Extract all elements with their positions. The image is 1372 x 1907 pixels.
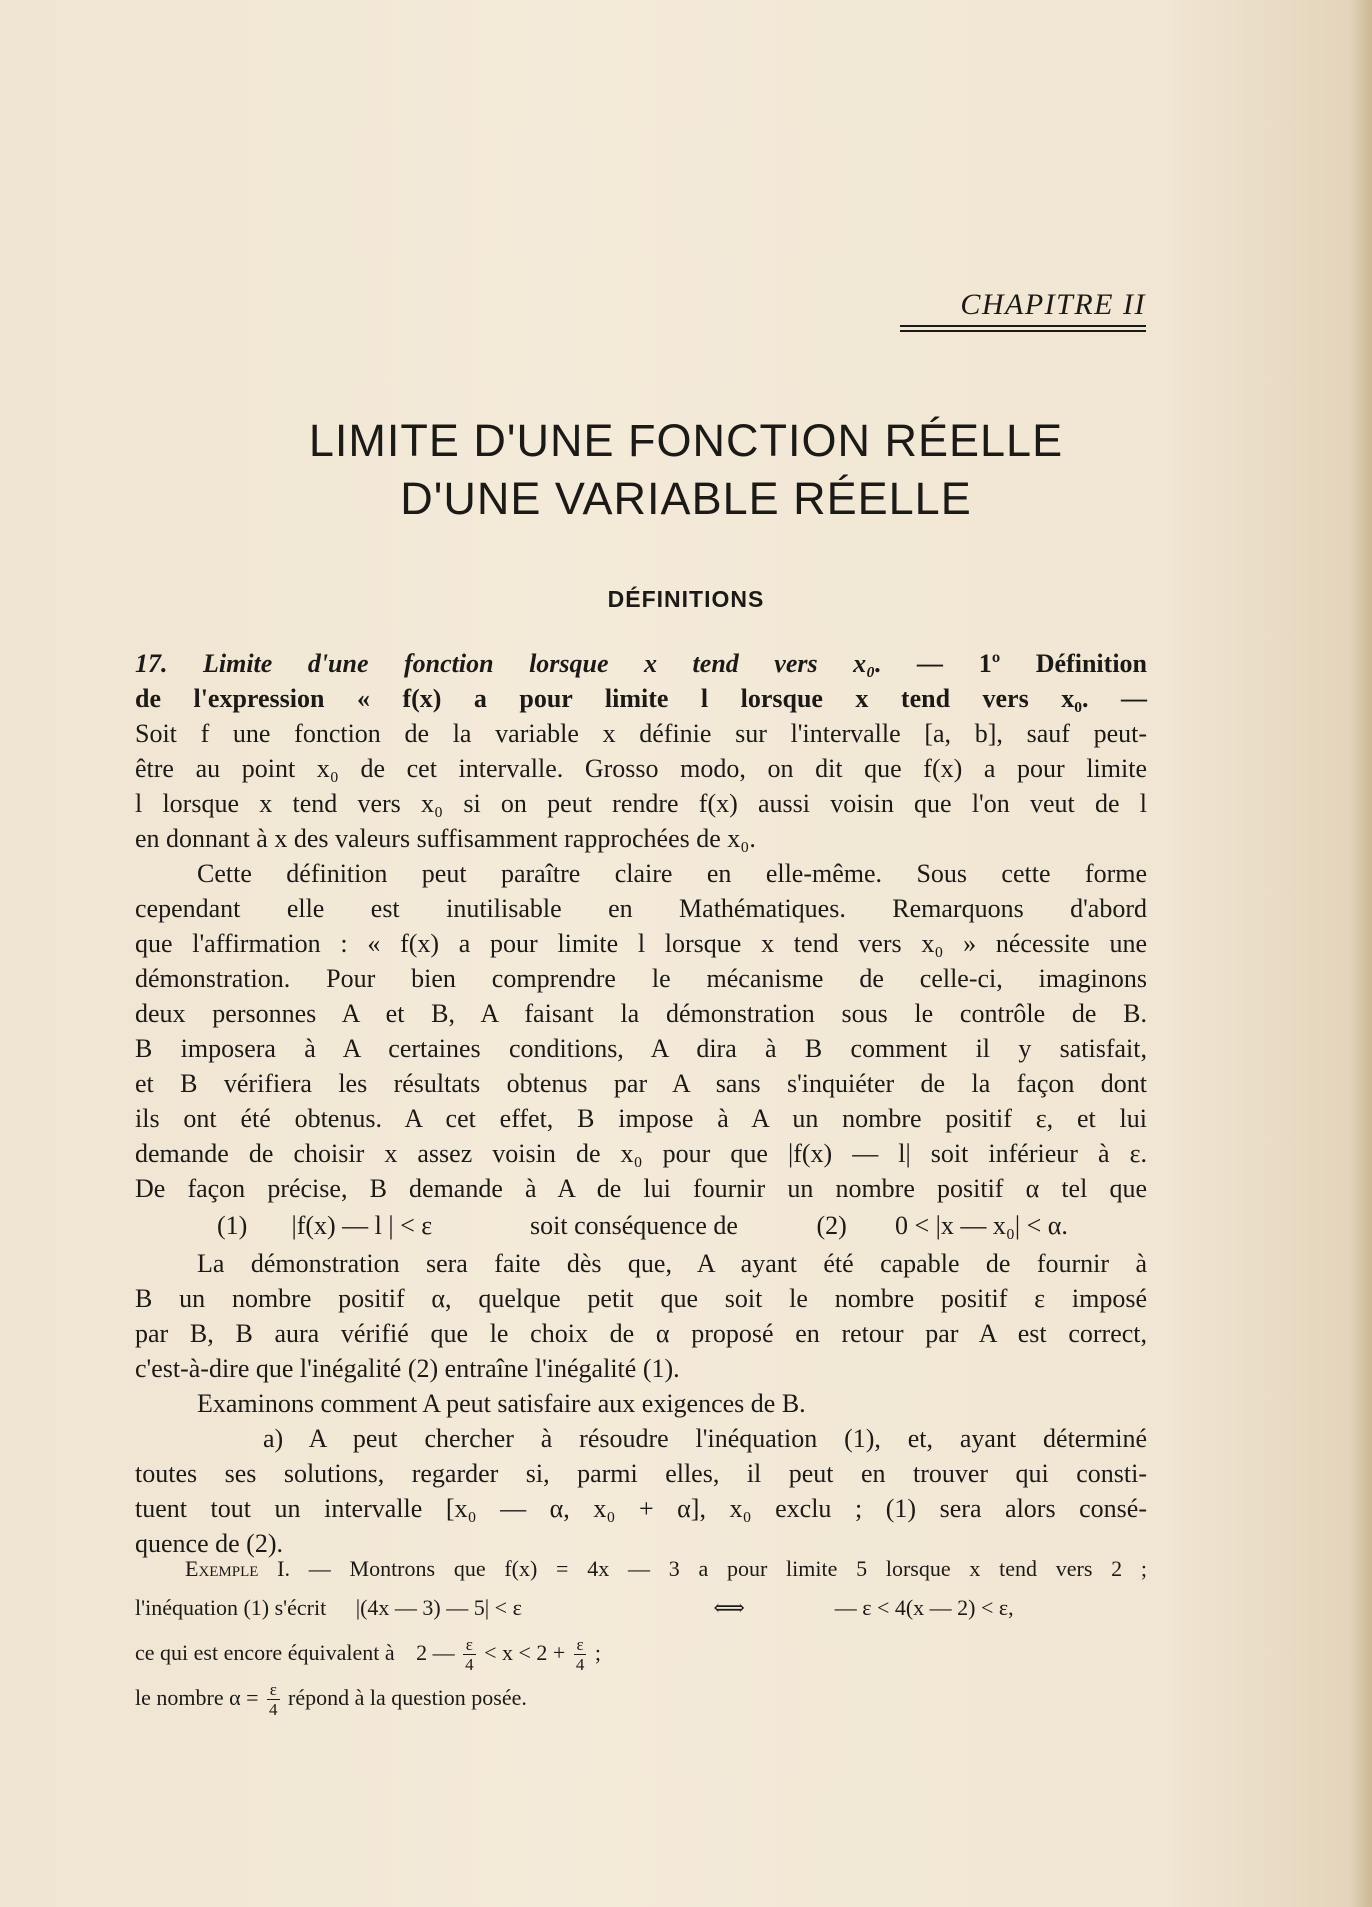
paragraph1-line: l lorsque x tend vers x₀ si on peut rendre f(x) aussi voisin que l'on veut de l	[135, 789, 1147, 818]
example-line-2	[135, 1585, 1147, 1630]
fraction-numerator: ε	[576, 1635, 584, 1655]
fraction-numerator: ε	[269, 1680, 277, 1700]
paragraph-heading	[135, 646, 1147, 681]
paragraph2-line: ils ont été obtenus. A cet effet, B impose à A un nombre positif ε, et lui	[135, 1104, 1147, 1133]
paragraph2-line: et B vérifiera les résultats obtenus par A sans s'inquiéter de la façon dont	[135, 1069, 1147, 1098]
paragraph2-line: deux personnes A et B, A faisant la démonstration sous le contrôle de B.	[135, 999, 1147, 1028]
formula-expr-1: |f(x) — l | < ε	[291, 1211, 433, 1240]
paragraph1-line: être au point x₀ de cet intervalle. Grosso modo, on dit que f(x) a pour limite	[135, 754, 1147, 783]
paragraph2-line: De façon précise, B demande à A de lui fournir un nombre positif α tel que	[135, 1174, 1147, 1203]
paragraph1-line: Soit f une fonction de la variable x définie sur l'intervalle [a, b], sauf peut-	[135, 719, 1147, 748]
body-text	[135, 646, 1147, 1561]
fraction-eps-over-4	[267, 1680, 280, 1719]
example-expr: ;	[594, 1640, 601, 1665]
paragraph2-line: Cette définition peut paraître claire en elle-même. Sous cette forme	[197, 859, 1147, 888]
formula-expr-2: 0 < |x — x₀| < α.	[895, 1211, 1068, 1240]
paragraph5-line: toutes ses solutions, regarder si, parmi elles, il peut en trouver qui consti-	[135, 1459, 1147, 1488]
paragraph3-line: par B, B aura vérifié que le choix de α proposé en retour par A est correct,	[135, 1319, 1147, 1348]
formula-middle: soit conséquence de	[530, 1211, 738, 1240]
paragraph2-line: démonstration. Pour bien comprendre le mécanisme de celle-ci, imaginons	[135, 964, 1147, 993]
example-inequality: |(4x — 3) — 5| < ε	[355, 1595, 522, 1620]
example-expr: < x < 2 +	[484, 1640, 566, 1665]
paragraph5-line: quence de (2).	[135, 1529, 283, 1558]
heading-bold: 1º Définition	[978, 649, 1147, 678]
fraction-eps-over-4	[574, 1635, 587, 1674]
formula-label-2: (2)	[816, 1211, 847, 1240]
fraction-denominator: 4	[465, 1655, 474, 1675]
example-line-1	[135, 1552, 1147, 1585]
paragraph2-line: cependant elle est inutilisable en Mathématiques. Remarquons d'abord	[135, 894, 1147, 923]
paragraph3-line: c'est-à-dire que l'inégalité (2) entraîne l'inégalité (1).	[135, 1354, 680, 1383]
example-text: ce qui est encore équivalent à	[135, 1640, 395, 1665]
paragraph2-line: que l'affirmation : « f(x) a pour limite l lorsque x tend vers x₀ » nécessite une	[135, 929, 1147, 958]
heading-italic: 17. Limite d'une fonction lorsque x tend vers x₀. —	[135, 649, 944, 678]
fraction-eps-over-4	[463, 1635, 476, 1674]
page-edge	[1350, 0, 1372, 1907]
example-line-3	[135, 1630, 1147, 1675]
formula-label-1: (1)	[217, 1211, 248, 1240]
example-text: — Montrons que f(x) = 4x — 3 a pour limite 5 lorsque x tend vers 2 ;	[308, 1556, 1147, 1581]
chapter-label: CHAPITRE II	[960, 288, 1146, 321]
paragraph2-line: demande de choisir x assez voisin de x₀ pour que |f(x) — l| soit inférieur à ε.	[135, 1139, 1147, 1168]
paragraph4-line: Examinons comment A peut satisfaire aux exigences de B.	[197, 1389, 806, 1418]
paragraph2-line: B imposera à A certaines conditions, A dira à B comment il y satisfait,	[135, 1034, 1147, 1063]
paragraph5-line: tuent tout un intervalle [x₀ — α, x₀ + α], x₀ exclu ; (1) sera alors consé-	[135, 1494, 1147, 1523]
example-text: le nombre α =	[135, 1685, 259, 1710]
paragraph1-line: de l'expression « f(x) a pour limite l lorsque x tend vers x₀. —	[135, 684, 1147, 713]
paragraph1-line: en donnant à x des valeurs suffisamment rapprochées de x₀.	[135, 824, 756, 853]
paragraph3-line: La démonstration sera faite dès que, A ayant été capable de fournir à	[197, 1249, 1147, 1278]
example-inequality-2: — ε < 4(x — 2) < ε,	[834, 1595, 1014, 1620]
example-line-4	[135, 1675, 1147, 1720]
section-heading: DÉFINITIONS	[607, 586, 765, 612]
example-expr: 2 —	[416, 1640, 455, 1665]
paragraph5-line: a) A peut chercher à résoudre l'inéquation (1), et, ayant déterminé	[263, 1424, 1147, 1453]
example-text: l'inéquation (1) s'écrit	[135, 1595, 327, 1620]
equivalence-arrow: ⟺	[713, 1595, 745, 1620]
fraction-denominator: 4	[575, 1655, 585, 1675]
example-text: répond à la question posée.	[288, 1685, 527, 1710]
paragraph3-line: B un nombre positif α, quelque petit que soit le nombre positif ε imposé	[135, 1284, 1147, 1313]
fraction-denominator: 4	[269, 1700, 278, 1720]
title-line-1: LIMITE D'UNE FONCTION RÉELLE	[308, 415, 1064, 466]
fraction-numerator: ε	[465, 1635, 473, 1655]
display-formula	[135, 1206, 1147, 1246]
chapter-title	[0, 412, 1372, 528]
title-line-2: D'UNE VARIABLE RÉELLE	[400, 473, 972, 524]
example-label: Exemple I.	[185, 1556, 291, 1581]
chapter-rule	[900, 325, 1146, 332]
example-block	[135, 1552, 1147, 1720]
